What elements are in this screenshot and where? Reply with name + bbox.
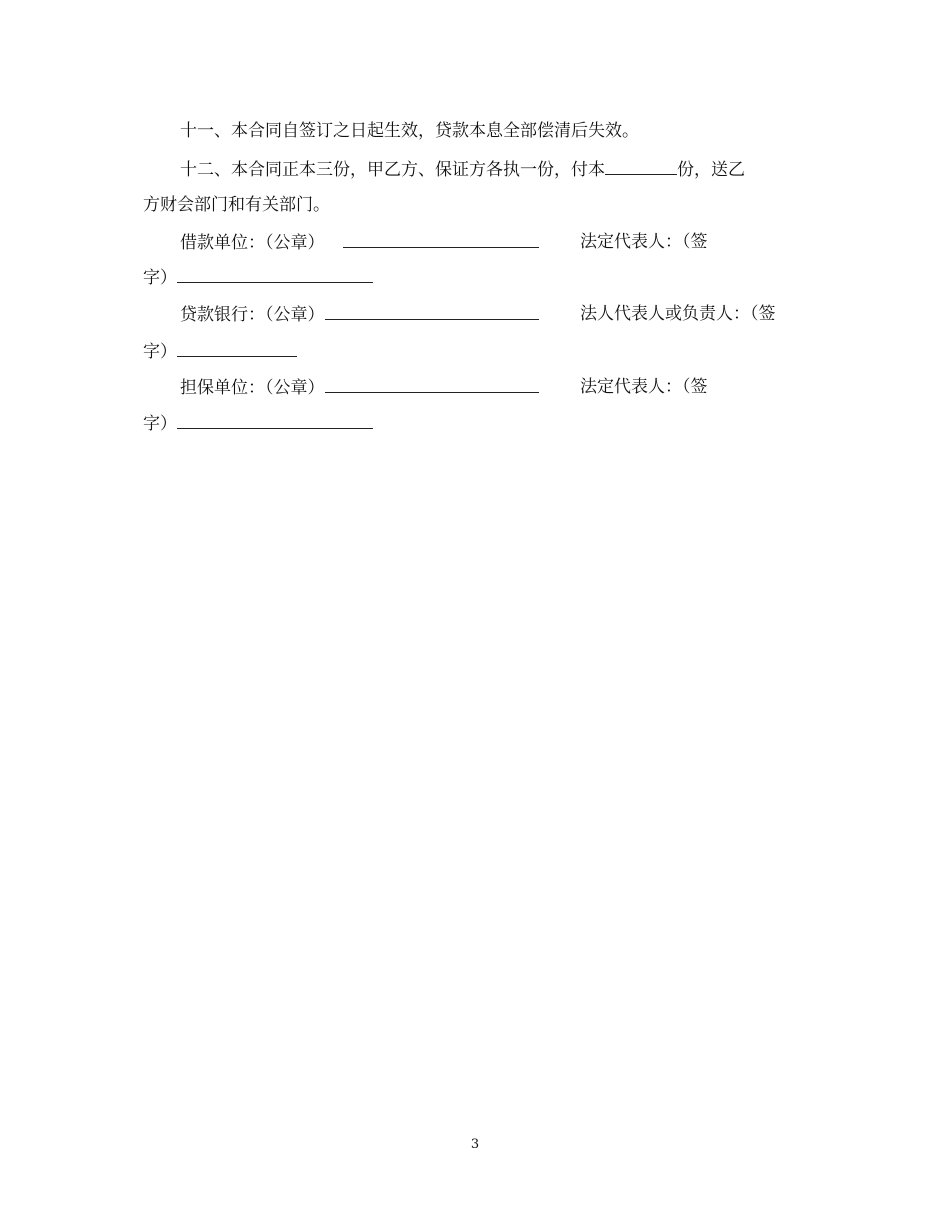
borrower-seal-label: 借款单位：（公章） xyxy=(180,233,325,253)
page-number: 3 xyxy=(470,1137,480,1152)
bank-rep-row xyxy=(580,303,776,325)
bank-seal-label: 贷款银行：（公章） xyxy=(180,305,325,325)
clause-12-text-start: 十二、本合同正本三份，甲乙方、保证方各执一份，付本 xyxy=(180,160,605,180)
guarantor-rep-row xyxy=(580,376,708,398)
borrower-rep-cont: 字） xyxy=(143,268,177,288)
guarantor-seal-row xyxy=(180,376,539,399)
guarantor-seal-blank[interactable] xyxy=(325,376,539,393)
borrower-rep-sign-row xyxy=(143,266,373,289)
guarantor-rep-label: 法定代表人：（签 xyxy=(580,377,708,397)
borrower-seal-blank[interactable] xyxy=(343,231,539,248)
copies-blank[interactable] xyxy=(605,158,677,175)
guarantor-rep-cont: 字） xyxy=(143,414,177,434)
clause-12 xyxy=(180,158,745,181)
bank-seal-blank[interactable] xyxy=(325,303,539,320)
clause-11-text: 十一、本合同自签订之日起生效，贷款本息全部偿清后失效。 xyxy=(180,121,639,141)
borrower-rep-label: 法定代表人：（签 xyxy=(580,232,708,252)
borrower-rep-row xyxy=(580,231,708,253)
guarantor-seal-label: 担保单位：（公章） xyxy=(180,378,325,398)
clause-12-continuation xyxy=(143,194,330,216)
borrower-seal-row xyxy=(180,231,539,254)
bank-seal-row xyxy=(180,303,539,326)
bank-rep-blank[interactable] xyxy=(177,340,297,357)
clause-12-text-cont: 方财会部门和有关部门。 xyxy=(143,195,330,215)
bank-rep-sign-row xyxy=(143,340,297,363)
borrower-rep-blank[interactable] xyxy=(177,266,373,283)
bank-rep-label: 法人代表人或负责人：（签 xyxy=(580,304,776,324)
guarantor-rep-sign-row xyxy=(143,412,373,435)
guarantor-rep-blank[interactable] xyxy=(177,412,373,429)
bank-rep-cont: 字） xyxy=(143,342,177,362)
clause-12-text-end: 份，送乙 xyxy=(677,160,745,180)
clause-11 xyxy=(180,120,639,142)
